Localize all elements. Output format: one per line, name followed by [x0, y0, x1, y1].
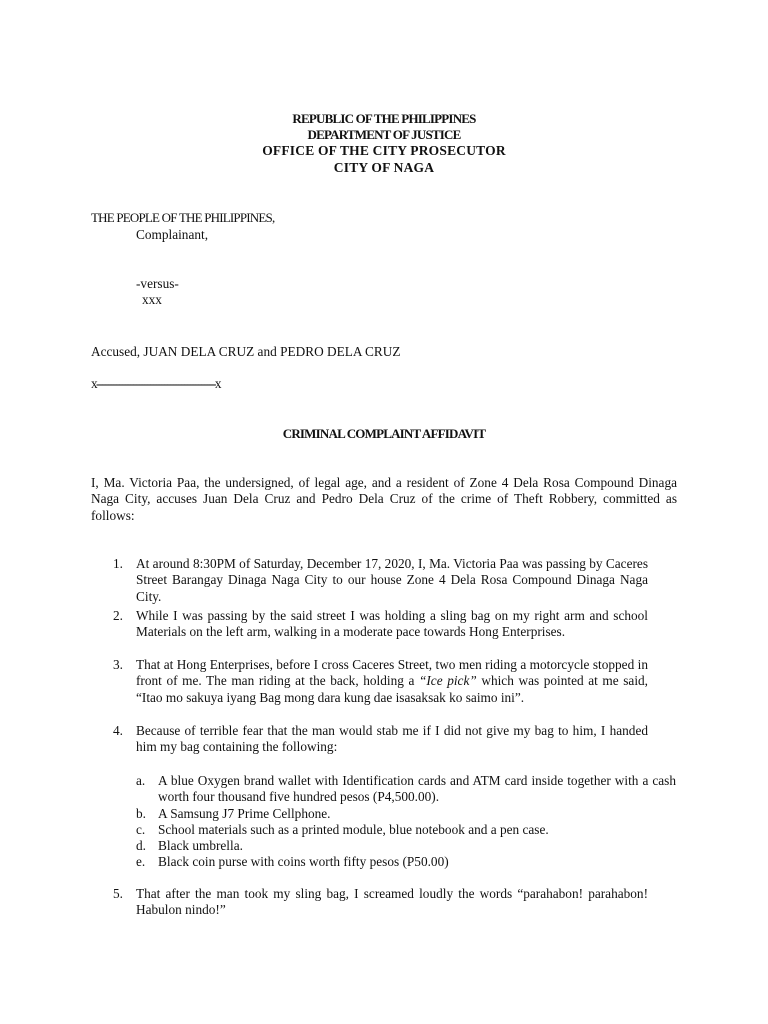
item-number-2: 2. — [113, 608, 123, 623]
subitem-text-c: School materials such as a printed module, blue notebook and a pen case. — [158, 822, 549, 837]
header-office: OFFICE OF THE CITY PROSECUTOR — [262, 143, 506, 158]
header-department: DEPARTMENT OF JUSTICE — [307, 127, 461, 142]
item-text-4: Because of terrible fear that the man would stab me if I did not give my bag to him, I handed him my bag containing the following: — [136, 723, 648, 755]
subitem-text-a: A blue Oxygen brand wallet with Identification cards and ATM card inside together with a cash worth four thousand five hundred pesos (P4,500.00). — [158, 773, 676, 805]
item-text-2: While I was passing by the said street I was holding a sling bag on my right arm and school Materials on the left arm, walking in a moderate pace towards Hong Enterprises. — [136, 608, 648, 640]
item-text-5: That after the man took my sling bag, I screamed loudly the words “parahabon! parahabon! Habulon nindo!” — [136, 886, 648, 918]
subitem-letter-b: b. — [136, 806, 146, 821]
separator-line: x------------------------------------------x — [91, 376, 220, 391]
subitem-text-d: Black umbrella. — [158, 838, 243, 853]
document-title: CRIMINAL COMPLAINT AFFIDAVIT — [282, 426, 486, 441]
header-republic: REPUBLIC OF THE PHILIPPINES — [292, 111, 476, 126]
complainant-label: Complainant, — [136, 227, 209, 242]
intro-paragraph: I, Ma. Victoria Paa, the undersigned, of legal age, and a resident of Zone 4 Dela Rosa Compound Dinaga Naga City, accuses Juan Dela Cruz and Pedro Dela Cruz of the crime of Theft Robbery, committed as follows: — [91, 475, 677, 523]
subitem-text-b: A Samsung J7 Prime Cellphone. — [158, 806, 331, 821]
placeholder-text: xxx — [142, 292, 162, 307]
ice-pick-quote: “Ice pick” — [418, 673, 477, 689]
complainant-name: THE PEOPLE OF THE PHILIPPINES, — [91, 210, 275, 225]
subitem-letter-c: c. — [136, 822, 146, 837]
subitem-letter-d: d. — [136, 838, 146, 853]
item-number-1: 1. — [113, 556, 123, 571]
item-text-3 — [136, 657, 648, 706]
item-text-3-after: which was pointed at me said, “Itao mo sakuya iyang Bag mong dara kung dae isasaksak ko saimo ini”. — [136, 673, 649, 705]
item-number-4: 4. — [113, 723, 123, 738]
versus-label: -versus- — [136, 276, 179, 291]
subitem-letter-a: a. — [136, 773, 146, 788]
subitem-letter-e: e. — [136, 854, 146, 869]
item-text-3-before: That at Hong Enterprises, before I cross Caceres Street, two men riding a motorcycle stopped in front of me. The man riding at the back, holding a — [136, 657, 648, 689]
subitem-text-e: Black coin purse with coins worth fifty pesos (P50.00) — [158, 854, 449, 869]
item-number-3: 3. — [113, 657, 123, 672]
item-text-1: At around 8:30PM of Saturday, December 17, 2020, I, Ma. Victoria Paa was passing by Caceres Street Barangay Dinaga Naga City to our house Zone 4 Dela Rosa Compound Dinaga Naga City. — [136, 556, 648, 604]
item-number-5: 5. — [113, 886, 123, 901]
header-city: CITY OF NAGA — [333, 160, 435, 175]
accused-line: Accused, JUAN DELA CRUZ and PEDRO DELA CRUZ — [91, 344, 401, 359]
